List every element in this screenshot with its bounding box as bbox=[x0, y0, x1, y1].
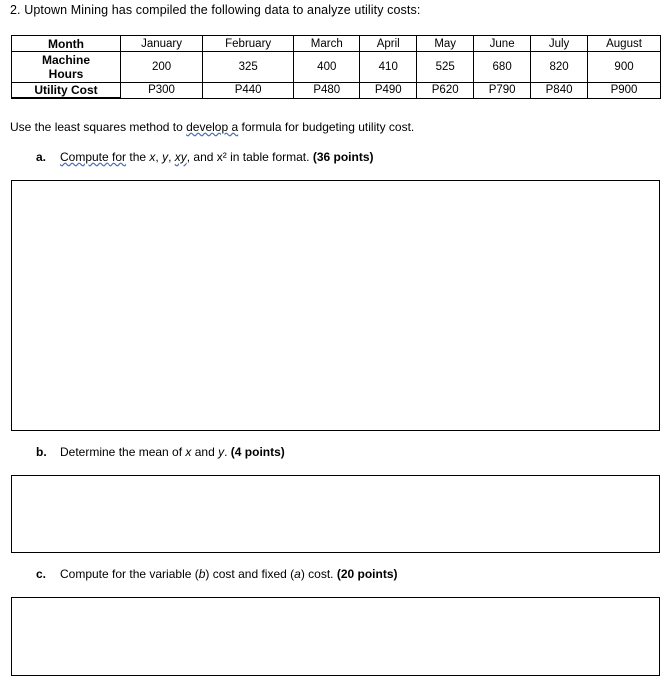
row-label-hours: Hours bbox=[48, 67, 84, 81]
question-number: 2. bbox=[10, 3, 21, 17]
item-a-text1: the bbox=[126, 150, 150, 164]
month-cell: May bbox=[417, 36, 474, 52]
cost-cell: P900 bbox=[588, 83, 661, 99]
table-row-machine-hours bbox=[12, 52, 661, 83]
cost-cell: P480 bbox=[294, 83, 360, 99]
item-b-text1: Determine the mean of bbox=[60, 445, 186, 459]
item-b-letter: b. bbox=[36, 445, 47, 459]
instruction-a: a bbox=[228, 120, 239, 134]
item-a-comma2: , bbox=[168, 150, 175, 164]
item-a-y: y bbox=[162, 150, 169, 164]
answer-box-b[interactable] bbox=[11, 475, 660, 553]
month-cell: April bbox=[360, 36, 417, 52]
cost-cell: P840 bbox=[531, 83, 588, 99]
cost-cell: P620 bbox=[417, 83, 474, 99]
hours-cell: 410 bbox=[360, 52, 417, 83]
cost-cell: P490 bbox=[360, 83, 417, 99]
hours-cell: 680 bbox=[474, 52, 531, 83]
question-text: Uptown Mining has compiled the following data to analyze utility costs: bbox=[24, 3, 421, 17]
item-a-xy: xy bbox=[174, 150, 187, 164]
item-c-a: a bbox=[294, 567, 301, 581]
item-a-compute: Compute bbox=[60, 150, 109, 164]
answer-box-a[interactable] bbox=[11, 180, 660, 431]
answer-box-c[interactable] bbox=[11, 597, 660, 676]
item-a-for: for bbox=[108, 150, 127, 164]
hours-cell: 820 bbox=[531, 52, 588, 83]
hours-cell: 325 bbox=[203, 52, 294, 83]
instruction-part2: formula for budgeting utility cost. bbox=[238, 120, 415, 134]
item-c bbox=[36, 567, 398, 581]
hours-cell: 525 bbox=[417, 52, 474, 83]
instruction-develop: develop bbox=[186, 120, 229, 134]
item-b-y: y bbox=[218, 445, 225, 459]
table-row-month bbox=[12, 36, 661, 52]
item-c-text3: ) cost. bbox=[300, 567, 334, 581]
month-cell: March bbox=[294, 36, 360, 52]
item-c-b: b bbox=[198, 567, 206, 581]
item-a-points: (36 points) bbox=[309, 150, 374, 164]
item-c-text2: ) cost and fixed ( bbox=[205, 567, 295, 581]
item-b-points: (4 points) bbox=[227, 445, 285, 459]
hours-cell: 900 bbox=[588, 52, 661, 83]
item-c-points: (20 points) bbox=[333, 567, 398, 581]
hours-cell: 200 bbox=[121, 52, 203, 83]
month-cell: July bbox=[531, 36, 588, 52]
instruction-part1: Use the least squares method to bbox=[10, 120, 187, 134]
cost-cell: P790 bbox=[474, 83, 531, 99]
row-label-month: Month bbox=[12, 36, 121, 52]
item-a-text2: , and x² in table format. bbox=[186, 150, 310, 164]
month-cell: June bbox=[474, 36, 531, 52]
cost-cell: P440 bbox=[203, 83, 294, 99]
hours-cell: 400 bbox=[294, 52, 360, 83]
month-cell: February bbox=[203, 36, 294, 52]
month-cell: August bbox=[588, 36, 661, 52]
instruction-text bbox=[10, 120, 414, 134]
row-label-utility-cost: Utility Cost bbox=[12, 83, 121, 99]
item-b bbox=[36, 445, 285, 459]
question-title bbox=[10, 3, 420, 17]
item-c-letter: c. bbox=[36, 567, 47, 581]
item-a-letter: a. bbox=[36, 150, 47, 164]
row-label-machine: Machine bbox=[41, 53, 90, 67]
item-a-x: x bbox=[149, 150, 156, 164]
item-a-comma1: , bbox=[155, 150, 163, 164]
table-row-utility-cost bbox=[12, 83, 661, 99]
row-label-machine-hours bbox=[12, 52, 121, 83]
cost-cell: P300 bbox=[121, 83, 203, 99]
item-c-text1: Compute for the variable ( bbox=[60, 567, 199, 581]
item-b-x: x bbox=[185, 445, 192, 459]
item-a bbox=[36, 150, 374, 164]
utility-data-table bbox=[11, 35, 661, 99]
item-b-and: and bbox=[191, 445, 219, 459]
month-cell: January bbox=[121, 36, 203, 52]
item-b-period: . bbox=[224, 445, 228, 459]
